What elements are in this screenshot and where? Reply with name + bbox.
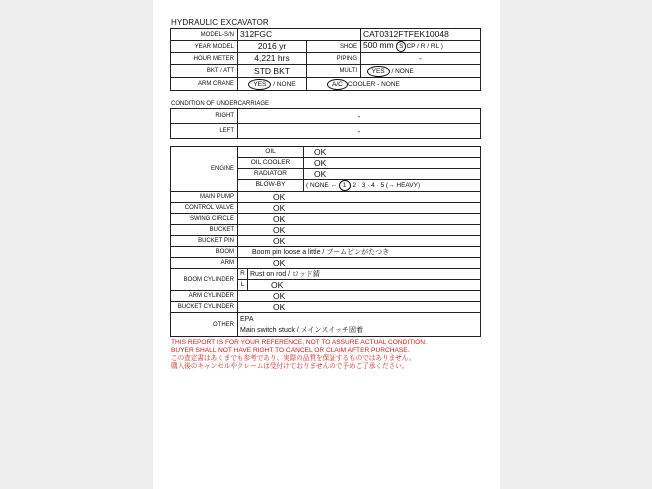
control-valve-value: OK [238,203,481,214]
main-pump-label: MAIN PUMP [171,192,238,203]
engine-label: ENGINE [171,147,238,192]
bucket-label: BUCKET [171,225,238,236]
model-label: MODEL-S/N [171,29,238,41]
boom-cyl-l-value: OK [248,280,481,291]
bkt-value: STD BKT [238,65,307,78]
boom-label: BOOM [171,247,238,258]
radiator-value: OK [304,169,481,180]
swing-circle-value: OK [238,214,481,225]
crane-yes-circled: YES [248,79,271,90]
model-value: 312FGC [238,29,361,41]
right-label: RIGHT [171,109,238,124]
shoe-value: 500 mm [363,40,394,50]
left-label: LEFT [171,124,238,139]
control-valve-label: CONTROL VALVE [171,203,238,214]
year-value: 2016 yr [238,41,307,53]
bkt-label: BKT / ATT [171,65,238,78]
shoe-options: CP / R / RL ) [406,43,443,50]
ac-cell [307,78,481,91]
ac-circled: A/C [327,79,348,90]
hour-value: 4,221 hrs [238,53,307,65]
multi-options: / NONE [391,67,414,75]
oil-cooler-value: OK [304,158,481,169]
boom-value: Boom pin loose a little / ブームピンがたつき [238,247,481,258]
arm-cylinder-value: OK [238,291,481,302]
other-cell [238,313,481,337]
left-value: - [238,124,481,139]
undercarriage-title: CONDITION OF UNDERCARRIAGE [171,101,270,107]
disclaimer-line-3: この査定書はあくまでも参考であり、実際の品質を保証するものではありません。 [171,355,416,362]
blowby-selected-circled: 1 [339,180,351,191]
condition-table [170,146,481,337]
multi-yes-circled: YES [367,66,390,77]
spec-table [170,28,481,91]
multi-cell [361,65,481,78]
hour-label: HOUR METER [171,53,238,65]
multi-label: MULTI [307,65,361,78]
oil-label: OIL [238,147,304,158]
blowby-none: ( NONE ← [306,182,338,189]
blowby-scale: 2 · 3 · 4 · 5 (→ HEAVY) [352,182,421,189]
blowby-label: BLOW-BY [238,180,304,192]
oil-value: OK [304,147,481,158]
piping-value: - [361,53,481,65]
arm-value: OK [238,258,481,269]
disclaimer-line-4: 購入後のキャンセルやクレームは受付けておりませんので予めご了承ください。 [171,363,409,370]
other-line-1: EPA [240,315,254,323]
piping-label: PIPING [307,53,361,65]
shoe-label: SHOE [307,41,361,53]
shoe-cell [361,41,481,53]
crane-label: ARM CRANE [171,78,238,91]
arm-label: ARM [171,258,238,269]
bucket-cylinder-label: BUCKET CYLINDER [171,302,238,313]
boom-cyl-l-label: L [238,280,248,291]
boom-cyl-r-label: R [238,269,248,280]
shoe-s-circled: S [396,41,406,52]
boom-cyl-r-value: Rust on rod / ロッド錆 [248,269,481,280]
disclaimer [171,339,491,371]
disclaimer-line-2: BUYER SHALL NOT HAVE RIGHT TO CANCEL OR CLAIM AFTER PURCHASE. [171,347,410,354]
right-value: - [238,109,481,124]
radiator-label: RADIATOR [238,169,304,180]
year-label: YEAR MODEL [171,41,238,53]
bucket-value: OK [238,225,481,236]
oil-cooler-label: OIL COOLER [238,158,304,169]
arm-cylinder-label: ARM CYLINDER [171,291,238,302]
bucket-cylinder-value: OK [238,302,481,313]
doc-title: HYDRAULIC EXCAVATOR [171,18,269,27]
main-pump-value: OK [238,192,481,203]
undercarriage-table [170,108,481,139]
crane-cell [238,78,307,91]
boom-cylinder-label: BOOM CYLINDER [171,269,238,291]
ac-options: COOLER - NONE [347,80,400,88]
disclaimer-line-1: THIS REPORT IS FOR YOUR REFERENCE, NOT TO ASSURE ACTUAL CONDITION. [171,339,427,346]
swing-circle-label: SWING CIRCLE [171,214,238,225]
other-label: OTHER [171,313,238,337]
bucket-pin-value: OK [238,236,481,247]
crane-options: / NONE [273,80,296,88]
other-line-2: Main switch stuck / メインスイッチ固着 [240,326,364,334]
bucket-pin-label: BUCKET PIN [171,236,238,247]
serial-value: CAT0312FTFEK10048 [361,29,481,41]
blowby-cell [304,180,481,192]
report-sheet [153,0,500,489]
